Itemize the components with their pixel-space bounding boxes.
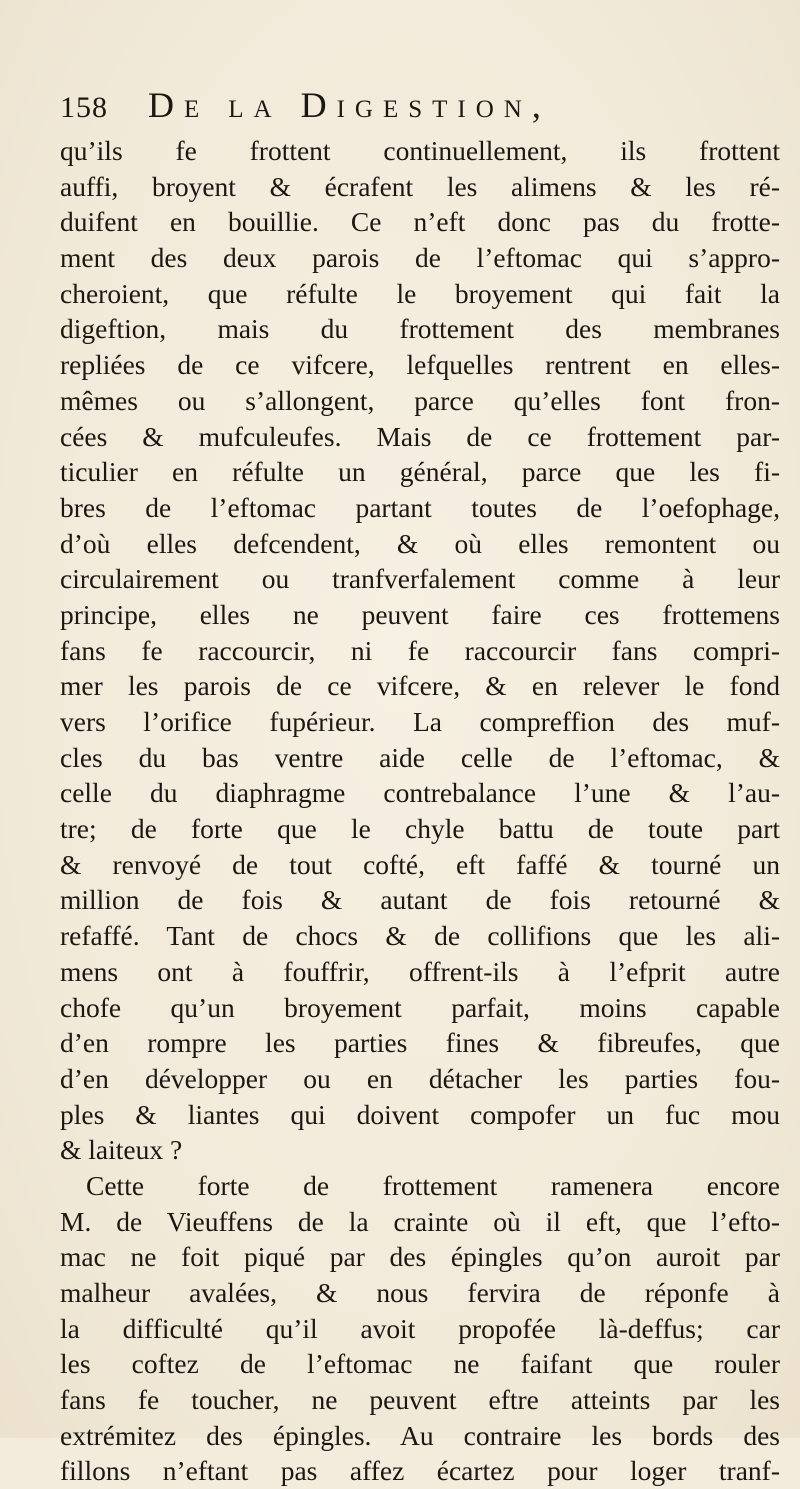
running-title: De la Digestion, <box>148 85 551 125</box>
paragraph-1 <box>60 133 780 1168</box>
text-line: malheur avalées, & nous fervira de réponfe à <box>60 1277 780 1308</box>
text-line: ples & liantes qui doivent compofer un fuc mou <box>60 1098 780 1130</box>
text-line: vers l’orifice fupérieur. La compreffion des muf- <box>60 706 780 737</box>
text-line: principe, elles ne peuvent faire ces frottemens <box>60 598 780 630</box>
text-line: auffi, broyent & écrafent les alimens & les ré- <box>60 170 780 202</box>
text-line: mens ont à fouffrir, offrent-ils à l’efprit autre <box>60 955 780 987</box>
text-line: mêmes ou s’allongent, parce qu’elles font fron- <box>60 384 780 416</box>
text-line: celle du diaphragme contrebalance l’une & l’au- <box>60 777 780 809</box>
text-line: & renvoyé de tout cofté, eft faffé & tourné un <box>60 848 780 880</box>
text-line: la difficulté qu’il avoit propofée là-deffus; car <box>60 1312 780 1344</box>
text-line: extrémitez des épingles. Au contraire les bords des <box>60 1419 780 1451</box>
text-line: qu’ils fe frottent continuellement, ils frottent <box>60 135 780 166</box>
text-line: M. de Vieuffens de la crainte où il eft, que l’efto- <box>60 1205 780 1237</box>
text-line: million de fois & autant de fois retourné & <box>60 884 780 916</box>
text-line: cées & mufculeufes. Mais de ce frottement par- <box>60 420 780 452</box>
text-line: d’en développer ou en détacher les parties fou- <box>60 1062 780 1094</box>
text-line: ment des deux parois de l’eftomac qui s’appro- <box>60 242 780 274</box>
body-text <box>60 133 780 1489</box>
text-line: fillons n’eftant pas affez écartez pour loger tranf- <box>60 1455 780 1487</box>
text-line: tre; de forte que le chyle battu de toute part <box>60 813 780 845</box>
text-line: fans fe toucher, ne peuvent eftre atteints par les <box>60 1384 780 1416</box>
text-line: mer les parois de ce vifcere, & en relever le fond <box>60 670 780 702</box>
text-line: bres de l’eftomac partant toutes de l’oefophage, <box>60 491 780 523</box>
text-line: circulairement ou tranfverfalement comme à leur <box>60 563 780 595</box>
text-line: & laiteux ? <box>60 1134 183 1166</box>
text-line: repliées de ce vifcere, lefquelles rentrent en elles- <box>60 349 780 381</box>
text-line: mac ne foit piqué par des épingles qu’on auroit par <box>60 1241 780 1273</box>
text-line: chofe qu’un broyement parfait, moins capable <box>60 991 780 1023</box>
text-line: digeftion, mais du frottement des membranes <box>60 313 780 345</box>
text-line: cles du bas ventre aide celle de l’eftomac, & <box>60 741 780 773</box>
text-line: duifent en bouillie. Ce n’eft donc pas du frotte- <box>60 206 780 238</box>
page-header <box>60 84 760 128</box>
paragraph-2 <box>60 1168 780 1489</box>
text-line: les coftez de l’eftomac ne faifant que rouler <box>60 1348 780 1380</box>
text-line: d’en rompre les parties fines & fibreufes, que <box>60 1027 780 1059</box>
text-line: cheroient, que réfulte le broyement qui fait la <box>60 277 780 309</box>
text-line: refaffé. Tant de chocs & de collifions que les ali- <box>60 920 780 952</box>
text-line: d’où elles defcendent, & où elles remontent ou <box>60 527 780 559</box>
text-line: fans fe raccourcir, ni fe raccourcir fans compri- <box>60 634 780 666</box>
text-line: Cette forte de frottement ramenera encore <box>86 1169 780 1201</box>
page-number: 158 <box>60 91 108 124</box>
text-line: ticulier en réfulte un général, parce que les fi- <box>60 456 780 488</box>
